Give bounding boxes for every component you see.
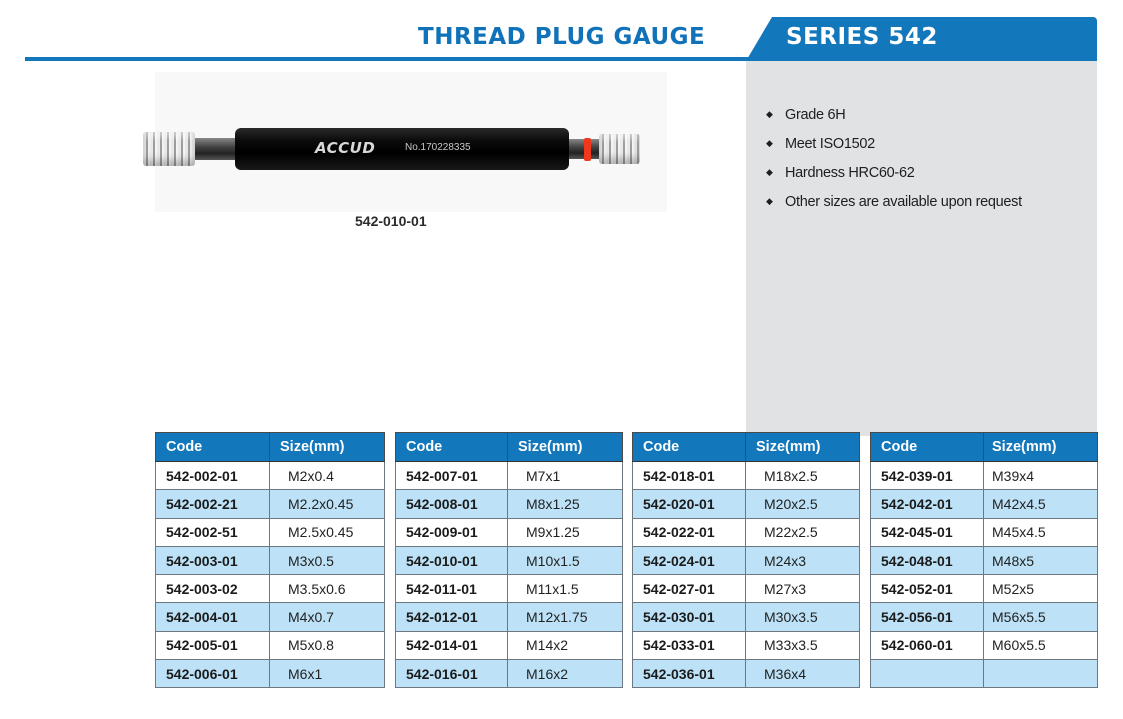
- code-cell: 542-004-01: [156, 603, 270, 631]
- table-header-row: [156, 433, 385, 462]
- table-row: [156, 631, 385, 659]
- size-cell: M52x5: [984, 575, 1098, 603]
- table-row: [633, 462, 860, 490]
- diamond-bullet-icon: ◆: [766, 109, 773, 119]
- code-cell: 542-056-01: [871, 603, 984, 631]
- code-cell: [871, 660, 984, 688]
- size-cell: M12x1.75: [508, 603, 623, 631]
- table-row: [633, 660, 860, 688]
- size-cell: M39x4: [984, 462, 1098, 490]
- code-cell: 542-003-02: [156, 575, 270, 603]
- feature-item: [766, 187, 1022, 216]
- table-row: [633, 546, 860, 574]
- size-cell: [984, 660, 1098, 688]
- code-cell: 542-007-01: [396, 462, 508, 490]
- feature-text: Hardness HRC60-62: [785, 164, 915, 181]
- page-title: THREAD PLUG GAUGE: [418, 24, 706, 50]
- code-cell: 542-014-01: [396, 631, 508, 659]
- table-row: [396, 575, 623, 603]
- table-header-row: [871, 433, 1098, 462]
- table-row-empty: [871, 660, 1098, 688]
- code-cell: 542-052-01: [871, 575, 984, 603]
- diamond-bullet-icon: ◆: [766, 167, 773, 177]
- code-cell: 542-036-01: [633, 660, 746, 688]
- size-cell: M16x2: [508, 660, 623, 688]
- table-row: [871, 518, 1098, 546]
- size-cell: M10x1.5: [508, 546, 623, 574]
- size-cell: M4x0.7: [270, 603, 385, 631]
- table-row: [396, 631, 623, 659]
- spec-table-2: [395, 432, 623, 688]
- code-cell: 542-009-01: [396, 518, 508, 546]
- table-row: [396, 462, 623, 490]
- feature-text: Meet ISO1502: [785, 135, 875, 152]
- code-cell: 542-048-01: [871, 546, 984, 574]
- size-cell: M3.5x0.6: [270, 575, 385, 603]
- size-cell: M48x5: [984, 546, 1098, 574]
- code-cell: 542-039-01: [871, 462, 984, 490]
- gauge-handle: [235, 128, 569, 170]
- size-cell: M6x1: [270, 660, 385, 688]
- column-header-code: Code: [156, 433, 270, 462]
- code-cell: 542-008-01: [396, 490, 508, 518]
- nogo-red-ring: [584, 138, 591, 161]
- code-cell: 542-022-01: [633, 518, 746, 546]
- table-row: [396, 490, 623, 518]
- table-header-row: [633, 433, 860, 462]
- diamond-bullet-icon: ◆: [766, 138, 773, 148]
- size-cell: M2.2x0.45: [270, 490, 385, 518]
- gauge-neck-left: [195, 138, 237, 160]
- go-thread-end: [143, 132, 195, 166]
- feature-text: Other sizes are available upon request: [785, 193, 1022, 210]
- size-cell: M7x1: [508, 462, 623, 490]
- table-row: [156, 603, 385, 631]
- code-cell: 542-033-01: [633, 631, 746, 659]
- size-cell: M18x2.5: [746, 462, 860, 490]
- column-header-size: Size(mm): [984, 433, 1098, 462]
- code-cell: 542-005-01: [156, 631, 270, 659]
- size-cell: M33x3.5: [746, 631, 860, 659]
- column-header-code: Code: [396, 433, 508, 462]
- code-cell: 542-002-01: [156, 462, 270, 490]
- diamond-bullet-icon: ◆: [766, 196, 773, 206]
- features-list: [766, 100, 1022, 216]
- table-row: [156, 490, 385, 518]
- code-cell: 542-030-01: [633, 603, 746, 631]
- nogo-thread-end: [599, 134, 640, 164]
- serial-number: No.170228335: [405, 142, 471, 153]
- table-row: [156, 518, 385, 546]
- table-row: [156, 462, 385, 490]
- series-label: SERIES 542: [786, 24, 938, 50]
- table-row: [633, 631, 860, 659]
- feature-item: [766, 129, 1022, 158]
- table-row: [396, 660, 623, 688]
- code-cell: 542-027-01: [633, 575, 746, 603]
- feature-item: [766, 100, 1022, 129]
- table-row: [871, 575, 1098, 603]
- brand-logo: ACCUD: [315, 139, 376, 157]
- table-row: [396, 518, 623, 546]
- table-row: [871, 603, 1098, 631]
- column-header-size: Size(mm): [270, 433, 385, 462]
- feature-item: [766, 158, 1022, 187]
- size-cell: M56x5.5: [984, 603, 1098, 631]
- table-row: [871, 462, 1098, 490]
- column-header-code: Code: [633, 433, 746, 462]
- code-cell: 542-045-01: [871, 518, 984, 546]
- size-cell: M2.5x0.45: [270, 518, 385, 546]
- code-cell: 542-012-01: [396, 603, 508, 631]
- code-cell: 542-042-01: [871, 490, 984, 518]
- thread-plug-gauge-image: [143, 128, 663, 170]
- size-cell: M8x1.25: [508, 490, 623, 518]
- code-cell: 542-011-01: [396, 575, 508, 603]
- table-row: [156, 575, 385, 603]
- size-cell: M11x1.5: [508, 575, 623, 603]
- size-cell: M20x2.5: [746, 490, 860, 518]
- table-row: [633, 603, 860, 631]
- size-cell: M36x4: [746, 660, 860, 688]
- column-header-size: Size(mm): [746, 433, 860, 462]
- size-cell: M5x0.8: [270, 631, 385, 659]
- spec-table-3: [632, 432, 860, 688]
- code-cell: 542-006-01: [156, 660, 270, 688]
- feature-text: Grade 6H: [785, 106, 846, 123]
- code-cell: 542-002-51: [156, 518, 270, 546]
- code-cell: 542-024-01: [633, 546, 746, 574]
- spec-table-1: [155, 432, 385, 688]
- table-row: [156, 660, 385, 688]
- table-row: [871, 546, 1098, 574]
- column-header-code: Code: [871, 433, 984, 462]
- code-cell: 542-020-01: [633, 490, 746, 518]
- table-row: [396, 546, 623, 574]
- size-cell: M60x5.5: [984, 631, 1098, 659]
- table-row: [396, 603, 623, 631]
- size-cell: M45x4.5: [984, 518, 1098, 546]
- column-header-size: Size(mm): [508, 433, 623, 462]
- code-cell: 542-002-21: [156, 490, 270, 518]
- spec-table-4: [870, 432, 1098, 688]
- size-cell: M9x1.25: [508, 518, 623, 546]
- size-cell: M3x0.5: [270, 546, 385, 574]
- code-cell: 542-003-01: [156, 546, 270, 574]
- table-row: [871, 631, 1098, 659]
- code-cell: 542-060-01: [871, 631, 984, 659]
- size-cell: M24x3: [746, 546, 860, 574]
- code-cell: 542-016-01: [396, 660, 508, 688]
- table-row: [156, 546, 385, 574]
- table-header-row: [396, 433, 623, 462]
- size-cell: M14x2: [508, 631, 623, 659]
- code-cell: 542-018-01: [633, 462, 746, 490]
- product-code-caption: 542-010-01: [355, 213, 427, 229]
- size-cell: M2x0.4: [270, 462, 385, 490]
- code-cell: 542-010-01: [396, 546, 508, 574]
- table-row: [633, 490, 860, 518]
- size-cell: M27x3: [746, 575, 860, 603]
- size-cell: M22x2.5: [746, 518, 860, 546]
- size-cell: M30x3.5: [746, 603, 860, 631]
- size-cell: M42x4.5: [984, 490, 1098, 518]
- table-row: [633, 518, 860, 546]
- table-row: [633, 575, 860, 603]
- table-row: [871, 490, 1098, 518]
